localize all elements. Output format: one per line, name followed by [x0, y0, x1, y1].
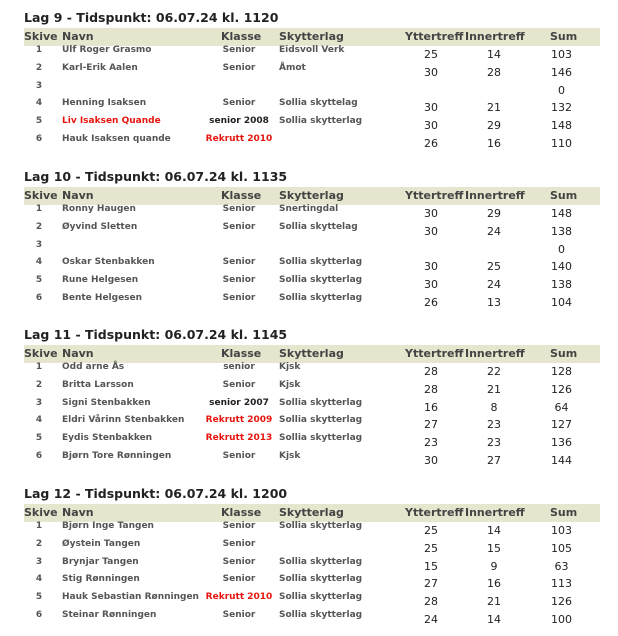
klasse-cell: Senior: [222, 557, 256, 567]
skive-cell: 4: [35, 574, 43, 584]
table-row: [24, 220, 600, 238]
yttertreff-cell: 28: [424, 365, 438, 378]
lag-title: Lag 12 - Tidspunkt: 06.07.24 kl. 1200: [24, 486, 288, 501]
skive-cell: 1: [35, 362, 43, 372]
name-cell: Henning Isaksen: [62, 98, 147, 108]
header-skive: Skive: [24, 506, 58, 519]
skytterlag-cell: Åmot: [279, 63, 306, 73]
skive-cell: 3: [35, 81, 43, 91]
table-row: [24, 413, 600, 431]
innertreff-cell: 13: [487, 296, 501, 309]
skytterlag-cell: Sollia skytterlag: [279, 116, 363, 126]
klasse-cell: Rekrutt 2009: [205, 415, 273, 425]
skive-cell: 5: [35, 592, 43, 602]
skytterlag-cell: Sollia skytterlag: [279, 521, 363, 531]
header-klasse: Klasse: [221, 347, 262, 360]
yttertreff-cell: 30: [424, 454, 438, 467]
skytterlag-cell: Sollia skyttelag: [279, 222, 358, 232]
yttertreff-cell: 27: [424, 418, 438, 431]
table-row: [24, 449, 600, 467]
skytterlag-cell: Sollia skytterlag: [279, 257, 363, 267]
innertreff-cell: 29: [487, 207, 501, 220]
sum-cell: 0: [558, 84, 565, 97]
header-skytterlag: Skytterlag: [279, 347, 344, 360]
innertreff-cell: 21: [487, 101, 501, 114]
klasse-cell: Senior: [222, 380, 256, 390]
sum-cell: 100: [551, 613, 572, 626]
header-navn: Navn: [62, 506, 94, 519]
table-row: [24, 396, 600, 414]
innertreff-cell: 14: [487, 48, 501, 61]
sum-cell: 138: [551, 225, 572, 238]
header-klasse: Klasse: [221, 30, 262, 43]
name-cell: Britta Larsson: [62, 380, 134, 390]
yttertreff-cell: 23: [424, 436, 438, 449]
header-skive: Skive: [24, 347, 58, 360]
skive-cell: 2: [35, 222, 43, 232]
skytterlag-cell: Snertingdal: [279, 204, 339, 214]
sum-cell: 0: [558, 243, 565, 256]
klasse-cell: Senior: [222, 451, 256, 461]
yttertreff-cell: 25: [424, 48, 438, 61]
header-yttertreff: Yttertreff: [405, 189, 464, 202]
klasse-cell: Rekrutt 2010: [205, 134, 273, 144]
lag-section: [24, 10, 600, 160]
klasse-cell: Senior: [222, 45, 256, 55]
skive-cell: 4: [35, 257, 43, 267]
skytterlag-cell: Sollia skytterlag: [279, 275, 363, 285]
innertreff-cell: 29: [487, 119, 501, 132]
innertreff-cell: 23: [487, 436, 501, 449]
skive-cell: 6: [35, 451, 43, 461]
table-row: [24, 378, 600, 396]
yttertreff-cell: 30: [424, 119, 438, 132]
klasse-cell: senior 2008: [209, 116, 269, 126]
name-cell: Liv Isaksen Quande: [62, 116, 161, 126]
yttertreff-cell: 25: [424, 542, 438, 555]
innertreff-cell: 16: [487, 577, 501, 590]
skytterlag-cell: Sollia skyttelag: [279, 98, 358, 108]
table-row: [24, 132, 600, 150]
klasse-cell: Senior: [222, 275, 256, 285]
skive-cell: 1: [35, 204, 43, 214]
sum-cell: 104: [551, 296, 572, 309]
skive-cell: 4: [35, 415, 43, 425]
innertreff-cell: 16: [487, 137, 501, 150]
table-row: [24, 273, 600, 291]
innertreff-cell: 14: [487, 524, 501, 537]
klasse-cell: senior 2007: [209, 398, 269, 408]
klasse-cell: Senior: [222, 521, 256, 531]
table-row: [24, 608, 600, 626]
skytterlag-cell: Sollia skytterlag: [279, 610, 363, 620]
sum-cell: 103: [551, 524, 572, 537]
lag-title: Lag 10 - Tidspunkt: 06.07.24 kl. 1135: [24, 169, 288, 184]
innertreff-cell: 21: [487, 383, 501, 396]
name-cell: Ulf Roger Grasmo: [62, 45, 152, 55]
skive-cell: 3: [35, 240, 43, 250]
header-sum: Sum: [550, 347, 578, 360]
skive-cell: 3: [35, 557, 43, 567]
klasse-cell: Senior: [222, 63, 256, 73]
innertreff-cell: 15: [487, 542, 501, 555]
yttertreff-cell: 26: [424, 296, 438, 309]
name-cell: Steinar Rønningen: [62, 610, 157, 620]
lag-section: [24, 169, 600, 319]
klasse-cell: Senior: [222, 98, 256, 108]
name-cell: Bjørn Inge Tangen: [62, 521, 154, 531]
skive-cell: 5: [35, 275, 43, 285]
klasse-cell: Rekrutt 2010: [205, 592, 273, 602]
klasse-cell: Senior: [222, 539, 256, 549]
yttertreff-cell: 30: [424, 225, 438, 238]
header-skive: Skive: [24, 30, 58, 43]
table-row: [24, 79, 600, 97]
sum-cell: 140: [551, 260, 572, 273]
table-row: [24, 202, 600, 220]
header-innertreff: Innertreff: [465, 189, 525, 202]
skytterlag-cell: Sollia skytterlag: [279, 415, 363, 425]
yttertreff-cell: 28: [424, 595, 438, 608]
skive-cell: 5: [35, 433, 43, 443]
header-innertreff: Innertreff: [465, 30, 525, 43]
header-yttertreff: Yttertreff: [405, 506, 464, 519]
name-cell: Øyvind Sletten: [62, 222, 138, 232]
skive-cell: 6: [35, 134, 43, 144]
name-cell: Eldri Vårinn Stenbakken: [62, 415, 185, 425]
innertreff-cell: 27: [487, 454, 501, 467]
sum-cell: 144: [551, 454, 572, 467]
header-yttertreff: Yttertreff: [405, 30, 464, 43]
sum-cell: 63: [554, 560, 569, 573]
skive-cell: 6: [35, 293, 43, 303]
klasse-cell: Senior: [222, 222, 256, 232]
lag-section: [24, 486, 600, 636]
name-cell: Øystein Tangen: [62, 539, 141, 549]
sum-cell: 138: [551, 278, 572, 291]
skytterlag-cell: Sollia skytterlag: [279, 398, 363, 408]
innertreff-cell: 24: [487, 278, 501, 291]
skive-cell: 1: [35, 521, 43, 531]
yttertreff-cell: 30: [424, 101, 438, 114]
klasse-cell: senior: [223, 362, 255, 372]
skive-cell: 3: [35, 398, 43, 408]
yttertreff-cell: 30: [424, 278, 438, 291]
skive-cell: 1: [35, 45, 43, 55]
table-row: [24, 555, 600, 573]
innertreff-cell: 28: [487, 66, 501, 79]
skytterlag-cell: Kjsk: [279, 362, 301, 372]
yttertreff-cell: 26: [424, 137, 438, 150]
innertreff-cell: 14: [487, 613, 501, 626]
lag-title: Lag 9 - Tidspunkt: 06.07.24 kl. 1120: [24, 10, 279, 25]
innertreff-cell: 21: [487, 595, 501, 608]
skive-cell: 2: [35, 380, 43, 390]
skytterlag-cell: Sollia skytterlag: [279, 557, 363, 567]
table-row: [24, 61, 600, 79]
yttertreff-cell: 27: [424, 577, 438, 590]
sum-cell: 148: [551, 119, 572, 132]
klasse-cell: Senior: [222, 204, 256, 214]
innertreff-cell: 23: [487, 418, 501, 431]
table-row: [24, 537, 600, 555]
header-klasse: Klasse: [221, 506, 262, 519]
sum-cell: 126: [551, 595, 572, 608]
name-cell: Rune Helgesen: [62, 275, 139, 285]
sum-cell: 105: [551, 542, 572, 555]
name-cell: Brynjar Tangen: [62, 557, 139, 567]
skytterlag-cell: Kjsk: [279, 451, 301, 461]
lag-section: [24, 327, 600, 477]
header-skytterlag: Skytterlag: [279, 189, 344, 202]
name-cell: Hauk Isaksen quande: [62, 134, 171, 144]
klasse-cell: Senior: [222, 293, 256, 303]
yttertreff-cell: 30: [424, 66, 438, 79]
sum-cell: 113: [551, 577, 572, 590]
header-sum: Sum: [550, 189, 578, 202]
lag-title: Lag 11 - Tidspunkt: 06.07.24 kl. 1145: [24, 327, 288, 342]
name-cell: Bjørn Tore Rønningen: [62, 451, 172, 461]
table-row: [24, 255, 600, 273]
yttertreff-cell: 30: [424, 260, 438, 273]
name-cell: Oskar Stenbakken: [62, 257, 155, 267]
table-row: [24, 96, 600, 114]
sum-cell: 127: [551, 418, 572, 431]
table-row: [24, 360, 600, 378]
header-klasse: Klasse: [221, 189, 262, 202]
innertreff-cell: 9: [490, 560, 498, 573]
name-cell: Hauk Sebastian Rønningen: [62, 592, 199, 602]
table-row: [24, 291, 600, 309]
yttertreff-cell: 16: [424, 401, 438, 414]
sum-cell: 64: [554, 401, 569, 414]
innertreff-cell: 22: [487, 365, 501, 378]
table-row: [24, 590, 600, 608]
header-sum: Sum: [550, 30, 578, 43]
table-row: [24, 43, 600, 61]
klasse-cell: Senior: [222, 610, 256, 620]
name-cell: Stig Rønningen: [62, 574, 140, 584]
skytterlag-cell: Sollia skytterlag: [279, 293, 363, 303]
skive-cell: 2: [35, 63, 43, 73]
header-sum: Sum: [550, 506, 578, 519]
table-row: [24, 431, 600, 449]
header-yttertreff: Yttertreff: [405, 347, 464, 360]
name-cell: Odd arne Ås: [62, 362, 125, 372]
sum-cell: 128: [551, 365, 572, 378]
klasse-cell: Rekrutt 2013: [205, 433, 273, 443]
yttertreff-cell: 25: [424, 524, 438, 537]
yttertreff-cell: 30: [424, 207, 438, 220]
yttertreff-cell: 28: [424, 383, 438, 396]
header-innertreff: Innertreff: [465, 347, 525, 360]
skytterlag-cell: Sollia skytterlag: [279, 574, 363, 584]
sum-cell: 110: [551, 137, 572, 150]
innertreff-cell: 25: [487, 260, 501, 273]
sum-cell: 132: [551, 101, 572, 114]
skive-cell: 5: [35, 116, 43, 126]
sum-cell: 146: [551, 66, 572, 79]
table-row: [24, 114, 600, 132]
skytterlag-cell: Kjsk: [279, 380, 301, 390]
name-cell: Bente Helgesen: [62, 293, 143, 303]
header-skytterlag: Skytterlag: [279, 506, 344, 519]
skive-cell: 2: [35, 539, 43, 549]
name-cell: Signi Stenbakken: [62, 398, 151, 408]
header-navn: Navn: [62, 189, 94, 202]
skytterlag-cell: Sollia skytterlag: [279, 433, 363, 443]
skive-cell: 4: [35, 98, 43, 108]
sum-cell: 148: [551, 207, 572, 220]
table-row: [24, 519, 600, 537]
sum-cell: 136: [551, 436, 572, 449]
skytterlag-cell: Sollia skytterlag: [279, 592, 363, 602]
name-cell: Karl-Erik Aalen: [62, 63, 138, 73]
name-cell: Ronny Haugen: [62, 204, 136, 214]
table-row: [24, 238, 600, 256]
name-cell: Eydis Stenbakken: [62, 433, 153, 443]
sum-cell: 103: [551, 48, 572, 61]
yttertreff-cell: 24: [424, 613, 438, 626]
sum-cell: 126: [551, 383, 572, 396]
klasse-cell: Senior: [222, 257, 256, 267]
innertreff-cell: 8: [490, 401, 498, 414]
skive-cell: 6: [35, 610, 43, 620]
yttertreff-cell: 15: [424, 560, 438, 573]
header-navn: Navn: [62, 30, 94, 43]
header-innertreff: Innertreff: [465, 506, 525, 519]
klasse-cell: Senior: [222, 574, 256, 584]
header-skytterlag: Skytterlag: [279, 30, 344, 43]
skytterlag-cell: Eidsvoll Verk: [279, 45, 345, 55]
innertreff-cell: 24: [487, 225, 501, 238]
header-skive: Skive: [24, 189, 58, 202]
header-navn: Navn: [62, 347, 94, 360]
table-row: [24, 572, 600, 590]
